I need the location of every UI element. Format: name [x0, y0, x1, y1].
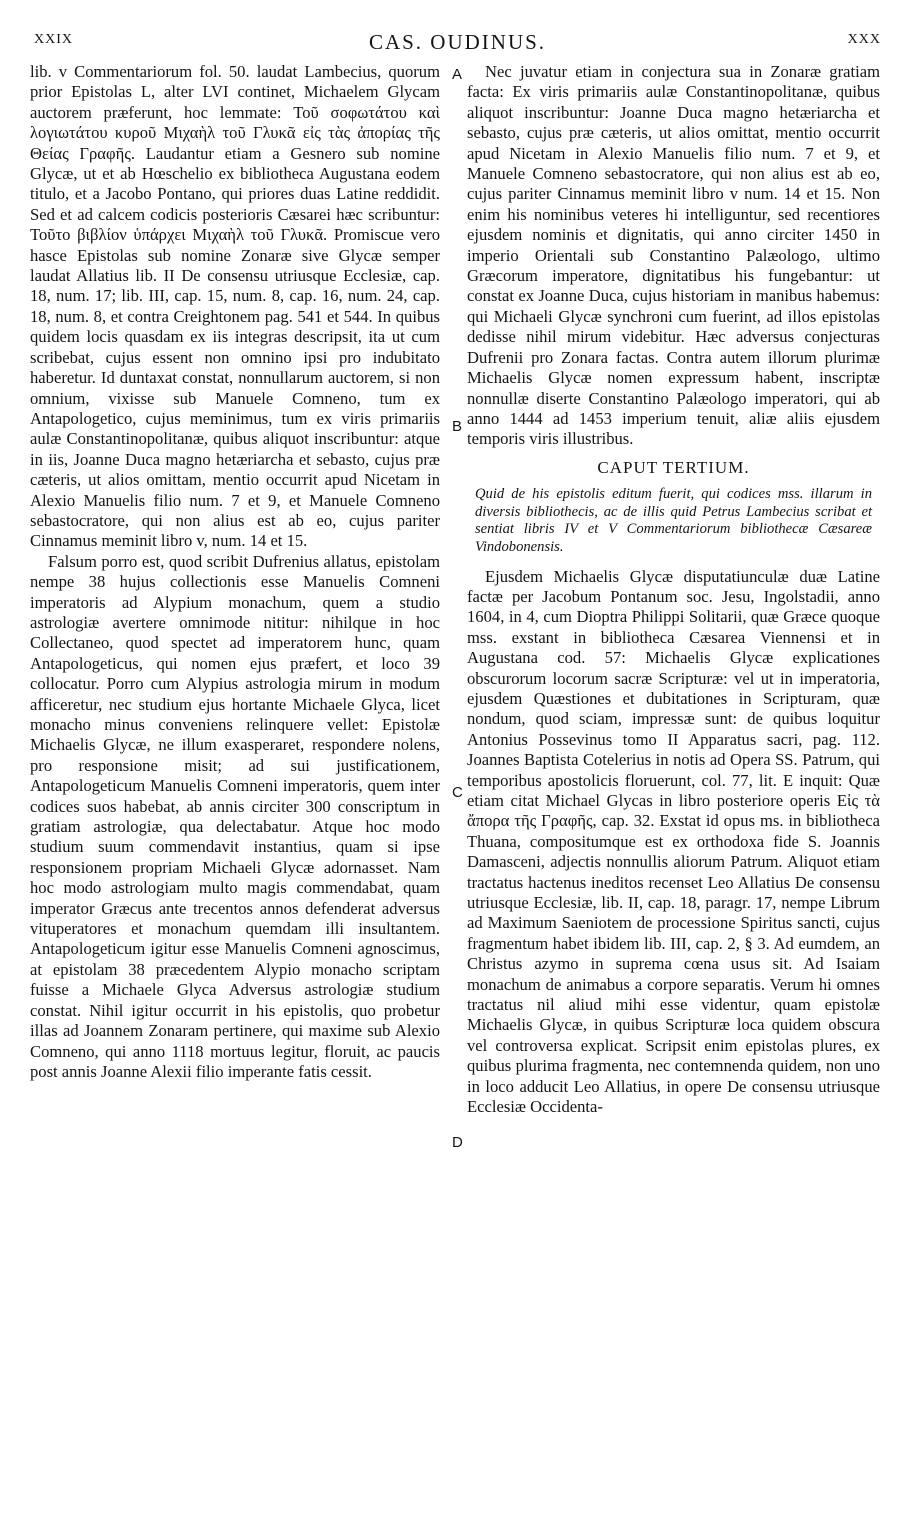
- margin-marker-b: B: [452, 418, 463, 435]
- chapter-summary: Quid de his epistolis editum fuerit, qui codices mss. illarum in diversis bibliothecis, ac de illis quid Petrus Lambecius scribat et sentiat libris IV et V Commentariorum bibliothecæ Cæsareæ Vindobonensis.: [475, 486, 872, 555]
- right-paragraph-1: Nec juvatur etiam in conjectura sua in Zonaræ gratiam facta: Ex viris primariis aulæ Constantinopolitanæ, quibus aliquot inscribuntur: Joanne Duca magno hetæriarcha et sebasto, cujus præ cæteris, ut alios omittat, mentio occurrit apud Nicetam in Alexio Manuelis filio num. 7 et 9, et Manuele Comneno sebastocratore, qui non alius est ab eo, cujus pariter Cinnamus meminit libro v num. 14 et 15. Non enim his nominibus veteres hi intelliguntur, sed recentiores ejusdem nominis et dignitatis, qui anno circiter 1450 in imperio Orientali sub Constantino Palæologo, ultimo Græcorum imperatore, dignitatibus his fungebantur: ut constat ex Joanne Duca, cujus historiam in manibus habemus: qui Michaeli Glycæ synchroni cum fuerint, ad illos epistolas dedisse nihil mirum videbitur. Hæc adversus conjecturas Dufrenii pro Zonara factas. Contra autem illorum plurimæ Michaelis Glycæ nomen expressum habent, inscriptæ nonnullæ diserte Constantino Palæologo imperatori, qui ab anno 1444 ad 1453 imperium tenuit, aliæ aliis ejusdem temporis viris illustribus.: [467, 62, 880, 449]
- left-paragraph-2: Falsum porro est, quod scribit Dufrenius allatus, epistolam nempe 38 hujus collectionis esse Manuelis Comneni imperatoris ad Alypium monachum, quem a studio astrologiæ avertere omnimode nititur: nihilque in hoc Collectaneo, quod spectet ad imperatorem hunc, quam Antapologeticus, qui nomen ejus præfert, et loco 39 collocatur. Porro cum Alypius astrologia mirum in modum afficeretur, nec studium ejus hortante Michaele Glyca, licet monacho minus conveniens relinquere vellet: Epistolæ Michaelis Glycæ, ne illum exasperaret, respondere nolens, pro responsione misit; ad sui justificationem, Antapologeticum Manuelis Comneni imperatoris, quem inter codices suos habebat, ab annis circiter 300 conscriptum in gratiam astrologiæ, qua delectabatur. Atque hoc modo studium suum commendavit instantius, quam si ipse responsionem propriam Michaeli Glycæ adornasset. Nam hoc modo astrologiam multo magis commendabat, quam imperator Græcus ante trecentos annos defenderat adversus vituperatores et monachum quemdam illi insultantem. Antapologeticum igitur esse Manuelis Comneni agnoscimus, at epistolam 38 præcedentem Alypio monacho scriptam fuisse a Michaele Glyca Adversus astrologiæ studium constat. Nihil igitur occurrit in his epistolis, quo probetur illas ad Joannem Zonaram pertinere, qui maxime sub Alexio Comneno, qui anno 1118 mortuus legitur, floruit, ac paucis post annis Joanne Alexii filio imperante fatis cessit.: [30, 551, 440, 1081]
- folio-right: XXX: [847, 32, 881, 47]
- right-paragraph-2: Ejusdem Michaelis Glycæ disputatiunculæ duæ Latine factæ per Jacobum Pontanum soc. Jesu, Ingolstadii, anno 1604, in 4, cum Dioptra Philippi Solitarii, quæ Græce quoque mss. exstant in bibliotheca Cæsarea Viennensi et in Augustana cod. 57: Michaelis Glycæ explicationes obscurorum locorum sacræ Scripturæ: vel ut in imperatoria, ejusdem Quæstiones et dubitationes in Scripturam, quæ nondum, quod sciam, impressæ sunt: de quibus loquitur Antonius Possevinus tomo II Apparatus sacri, pag. 112. Joannes Baptista Cotelerius in notis ad Opera SS. Patrum, qui temporibus apostolicis floruerunt, col. 77, lit. E inquit: Quæ etiam citat Michael Glycas in libro posteriore operis Εἰς τὰ ἄπορα τῆς Γραφῆς, cap. 32. Exstat id opus ms. in bibliotheca Thuana, compositumque est ex orthodoxa fide S. Joannis Damasceni, adjectis nonnullis aliorum Patrum. Aliquot etiam tractatus hactenus ineditos recenset Leo Allatius De consensu utriusque Ecclesiæ, lib. II, cap. 18, paragr. 17, nempe Librum ad Maximum Saeniotem de processione Spiritus sancti, cujus fragmentum habet ibidem lib. III, cap. 2, § 3. Ad eumdem, an Christus azymo in suprema cœna usus sit. Ad Isaiam monachum de animabus a corpore separatis. Verum hi omnes tractatus nil aliud mihi esse videntur, quam epistolæ Michaelis Glycæ, in quibus Scripturæ loca quidem obscura vel controversa explicat. Scripsit enim epistolas plures, ex quibus plurima fragmenta, nec contemnenda quidem, non uno in loco adducit Leo Allatius, in opere De consensu utriusque Ecclesiæ Occidenta-: [467, 566, 880, 1117]
- page-header: [0, 30, 915, 60]
- folio-left: XXIX: [34, 32, 73, 47]
- margin-marker-a: A: [452, 66, 463, 83]
- margin-marker-c: C: [452, 784, 463, 801]
- chapter-heading: CAPUT TERTIUM.: [597, 457, 750, 477]
- running-title: CAS. OUDINUS.: [368, 30, 547, 54]
- left-paragraph-1: lib. v Commentariorum fol. 50. laudat Lambecius, quorum prior Epistolas L, alter LVI continet, Michaelem Glycam auctorem præferunt, hoc lemmate: Τοῦ σοφωτάτου καὶ λογιωτάτου κυροῦ Μιχαὴλ τοῦ Γλυκᾶ εἰς τὰς ἀπορίας τῆς Θείας Γραφῆς. Laudantur etiam a Gesnero sub nomine Glycæ, ut et ab Hœschelio ex bibliotheca Augustana eodem titulo, et a Jacobo Pontano, qui priores duas Latine reddidit. Sed et ad calcem codicis posterioris Cæsarei hæc scribuntur: Τοῦτο βιβλίον ὑπάρχει Μιχαὴλ τοῦ Γλυκᾶ. Promiscue vero hasce Epistolas sub nomine Zonaræ sive Glycæ semper laudat Allatius lib. II De consensu utriusque Ecclesiæ, cap. 18, num. 17; lib. III, cap. 15, num. 8, cap. 16, num. 24, cap. 18, num. 8, et contra Creightonem pag. 541 et 544. In quibus quidem locis quasdam ex iis integras descripsit, ita ut cum scribebat, cujus essent non omnino ipsi pro indubitato haberetur. Id duntaxat constat, nonnullarum auctorem, si non omnium, vixisse sub Manuele Comneno, tum ex Antapologetico, cujus meminimus, tum ex viris primariis aulæ Constantinopolitanæ, quibus aliquot inscribuntur: atque in iis, Joanne Duca magno hetæriarcha et sebasto, cujus præ cæteris, ut alios omittam, mentio occurrit apud Nicetam in Alexio Manuelis filio num. 7 et 9, et Manuele Comneno sebastocratore, qui non alius est ab eo, cujus pariter Cinnamus meminit libro v, num. 14 et 15.: [30, 62, 440, 551]
- margin-marker-d: D: [452, 1134, 463, 1151]
- left-column: [30, 62, 440, 1082]
- right-column: [467, 62, 880, 1117]
